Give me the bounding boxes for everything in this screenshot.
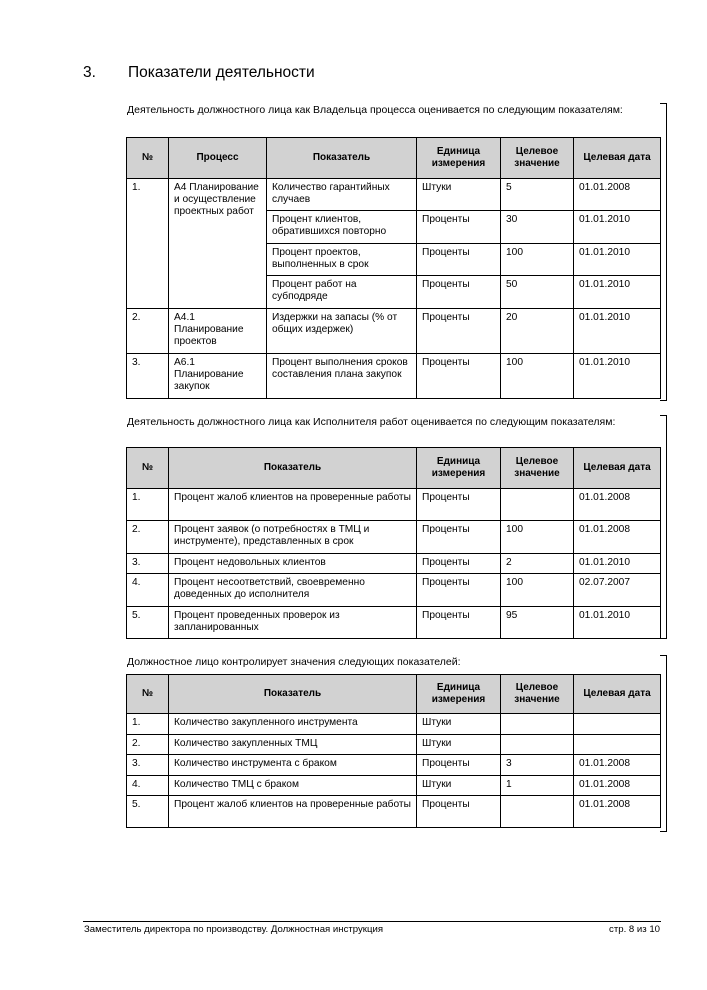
block3-bracket	[660, 655, 667, 832]
row-number: 5.	[127, 607, 169, 639]
table-row	[127, 179, 661, 211]
unit-value: Штуки	[417, 776, 501, 796]
target-value: 2	[501, 554, 574, 574]
row-number: 3.	[127, 354, 169, 399]
target-date: 01.01.2010	[574, 607, 661, 639]
table-row	[127, 755, 661, 776]
indicator-name: Процент заявок (о потребностях в ТМЦ и инструменте), представленных в срок	[169, 521, 417, 554]
section-title: Показатели деятельности	[128, 64, 315, 81]
target-value: 1	[501, 776, 574, 796]
target-date: 01.01.2010	[574, 554, 661, 574]
indicator-name: Количество гарантийных случаев	[267, 179, 417, 211]
target-date	[574, 714, 661, 735]
col-header-indicator: Показатель	[169, 448, 417, 489]
target-date: 01.01.2008	[574, 179, 661, 211]
row-number: 4.	[127, 776, 169, 796]
target-date: 01.01.2010	[574, 211, 661, 244]
target-value: 95	[501, 607, 574, 639]
unit-value: Проценты	[417, 309, 501, 354]
indicator-name: Процент недовольных клиентов	[169, 554, 417, 574]
table-row	[127, 607, 661, 639]
col-header-date: Целевая дата	[574, 675, 661, 714]
table-row	[127, 489, 661, 521]
table-row	[127, 735, 661, 755]
unit-value: Проценты	[417, 211, 501, 244]
indicator-name: Количество инструмента с браком	[169, 755, 417, 776]
footer-document-title: Заместитель директора по производству. Должностная инструкция	[84, 924, 384, 935]
block3-intro: Должностное лицо контролирует значения следующих показателей:	[127, 656, 461, 668]
target-value: 50	[501, 276, 574, 309]
target-value: 100	[501, 521, 574, 554]
indicator-name: Процент проектов, выполненных в срок	[267, 244, 417, 276]
target-value: 100	[501, 574, 574, 607]
target-date: 01.01.2010	[574, 244, 661, 276]
footer-page-number: стр. 8 из 10	[609, 924, 660, 935]
indicator-name: Процент выполнения сроков составления плана закупок	[267, 354, 417, 399]
row-number: 3.	[127, 755, 169, 776]
row-number: 4.	[127, 574, 169, 607]
unit-value: Проценты	[417, 244, 501, 276]
indicator-name: Процент жалоб клиентов на проверенные работы	[169, 796, 417, 828]
target-date: 01.01.2010	[574, 309, 661, 354]
row-number: 3.	[127, 554, 169, 574]
block2-intro: Деятельность должностного лица как Исполнителя работ оценивается по следующим показателям:	[127, 416, 616, 428]
target-value	[501, 489, 574, 521]
process-name: А4 Планирование и осуществление проектных работ	[169, 179, 267, 309]
indicator-name: Количество ТМЦ с браком	[169, 776, 417, 796]
col-header-target: Целевое значение	[501, 675, 574, 714]
unit-value: Штуки	[417, 714, 501, 735]
target-date: 01.01.2008	[574, 796, 661, 828]
col-header-date: Целевая дата	[574, 138, 661, 179]
indicator-name: Процент жалоб клиентов на проверенные работы	[169, 489, 417, 521]
target-date: 01.01.2008	[574, 521, 661, 554]
target-value: 100	[501, 354, 574, 399]
target-date: 01.01.2008	[574, 776, 661, 796]
unit-value: Штуки	[417, 735, 501, 755]
target-date	[574, 735, 661, 755]
target-date: 01.01.2010	[574, 276, 661, 309]
unit-value: Проценты	[417, 755, 501, 776]
target-date: 02.07.2007	[574, 574, 661, 607]
unit-value: Проценты	[417, 574, 501, 607]
target-value	[501, 735, 574, 755]
table-row	[127, 309, 661, 354]
table-row	[127, 521, 661, 554]
row-number: 5.	[127, 796, 169, 828]
indicator-name: Процент проведенных проверок из запланированных	[169, 607, 417, 639]
block1-intro: Деятельность должностного лица как Владельца процесса оценивается по следующим показателям:	[127, 104, 623, 116]
col-header-unit: Единица измерения	[417, 448, 501, 489]
indicator-name: Процент работ на субподряде	[267, 276, 417, 309]
target-value: 20	[501, 309, 574, 354]
indicator-name: Количество закупленных ТМЦ	[169, 735, 417, 755]
row-number: 1.	[127, 179, 169, 309]
unit-value: Штуки	[417, 179, 501, 211]
col-header-indicator: Показатель	[267, 138, 417, 179]
controlled-indicators-table	[126, 674, 661, 828]
row-number: 2.	[127, 521, 169, 554]
footer-divider	[83, 921, 661, 922]
target-value: 3	[501, 755, 574, 776]
unit-value: Проценты	[417, 354, 501, 399]
executor-indicators-table	[126, 447, 661, 639]
target-value	[501, 796, 574, 828]
row-number: 1.	[127, 714, 169, 735]
target-date: 01.01.2010	[574, 354, 661, 399]
block1-bracket	[660, 103, 667, 401]
row-number: 2.	[127, 735, 169, 755]
row-number: 1.	[127, 489, 169, 521]
col-header-num: №	[127, 448, 169, 489]
table-row	[127, 554, 661, 574]
col-header-date: Целевая дата	[574, 448, 661, 489]
target-value: 30	[501, 211, 574, 244]
block2-bracket	[660, 415, 667, 639]
unit-value: Проценты	[417, 276, 501, 309]
unit-value: Проценты	[417, 554, 501, 574]
target-value	[501, 714, 574, 735]
target-date: 01.01.2008	[574, 489, 661, 521]
target-date: 01.01.2008	[574, 755, 661, 776]
unit-value: Проценты	[417, 521, 501, 554]
indicator-name: Количество закупленного инструмента	[169, 714, 417, 735]
target-value: 100	[501, 244, 574, 276]
col-header-target: Целевое значение	[501, 448, 574, 489]
unit-value: Проценты	[417, 796, 501, 828]
col-header-process: Процесс	[169, 138, 267, 179]
unit-value: Проценты	[417, 607, 501, 639]
table-row	[127, 776, 661, 796]
col-header-target: Целевое значение	[501, 138, 574, 179]
owner-indicators-table	[126, 137, 661, 399]
target-value: 5	[501, 179, 574, 211]
col-header-num: №	[127, 675, 169, 714]
process-name: А6.1 Планирование закупок	[169, 354, 267, 399]
col-header-num: №	[127, 138, 169, 179]
col-header-unit: Единица измерения	[417, 675, 501, 714]
table-row	[127, 574, 661, 607]
section-number: 3.	[83, 64, 96, 81]
col-header-unit: Единица измерения	[417, 138, 501, 179]
indicator-name: Процент клиентов, обратившихся повторно	[267, 211, 417, 244]
table-row	[127, 796, 661, 828]
col-header-indicator: Показатель	[169, 675, 417, 714]
process-name: А4.1 Планирование проектов	[169, 309, 267, 354]
row-number: 2.	[127, 309, 169, 354]
table-row	[127, 714, 661, 735]
indicator-name: Издержки на запасы (% от общих издержек)	[267, 309, 417, 354]
unit-value: Проценты	[417, 489, 501, 521]
table-row	[127, 354, 661, 399]
indicator-name: Процент несоответствий, своевременно доведенных до исполнителя	[169, 574, 417, 607]
